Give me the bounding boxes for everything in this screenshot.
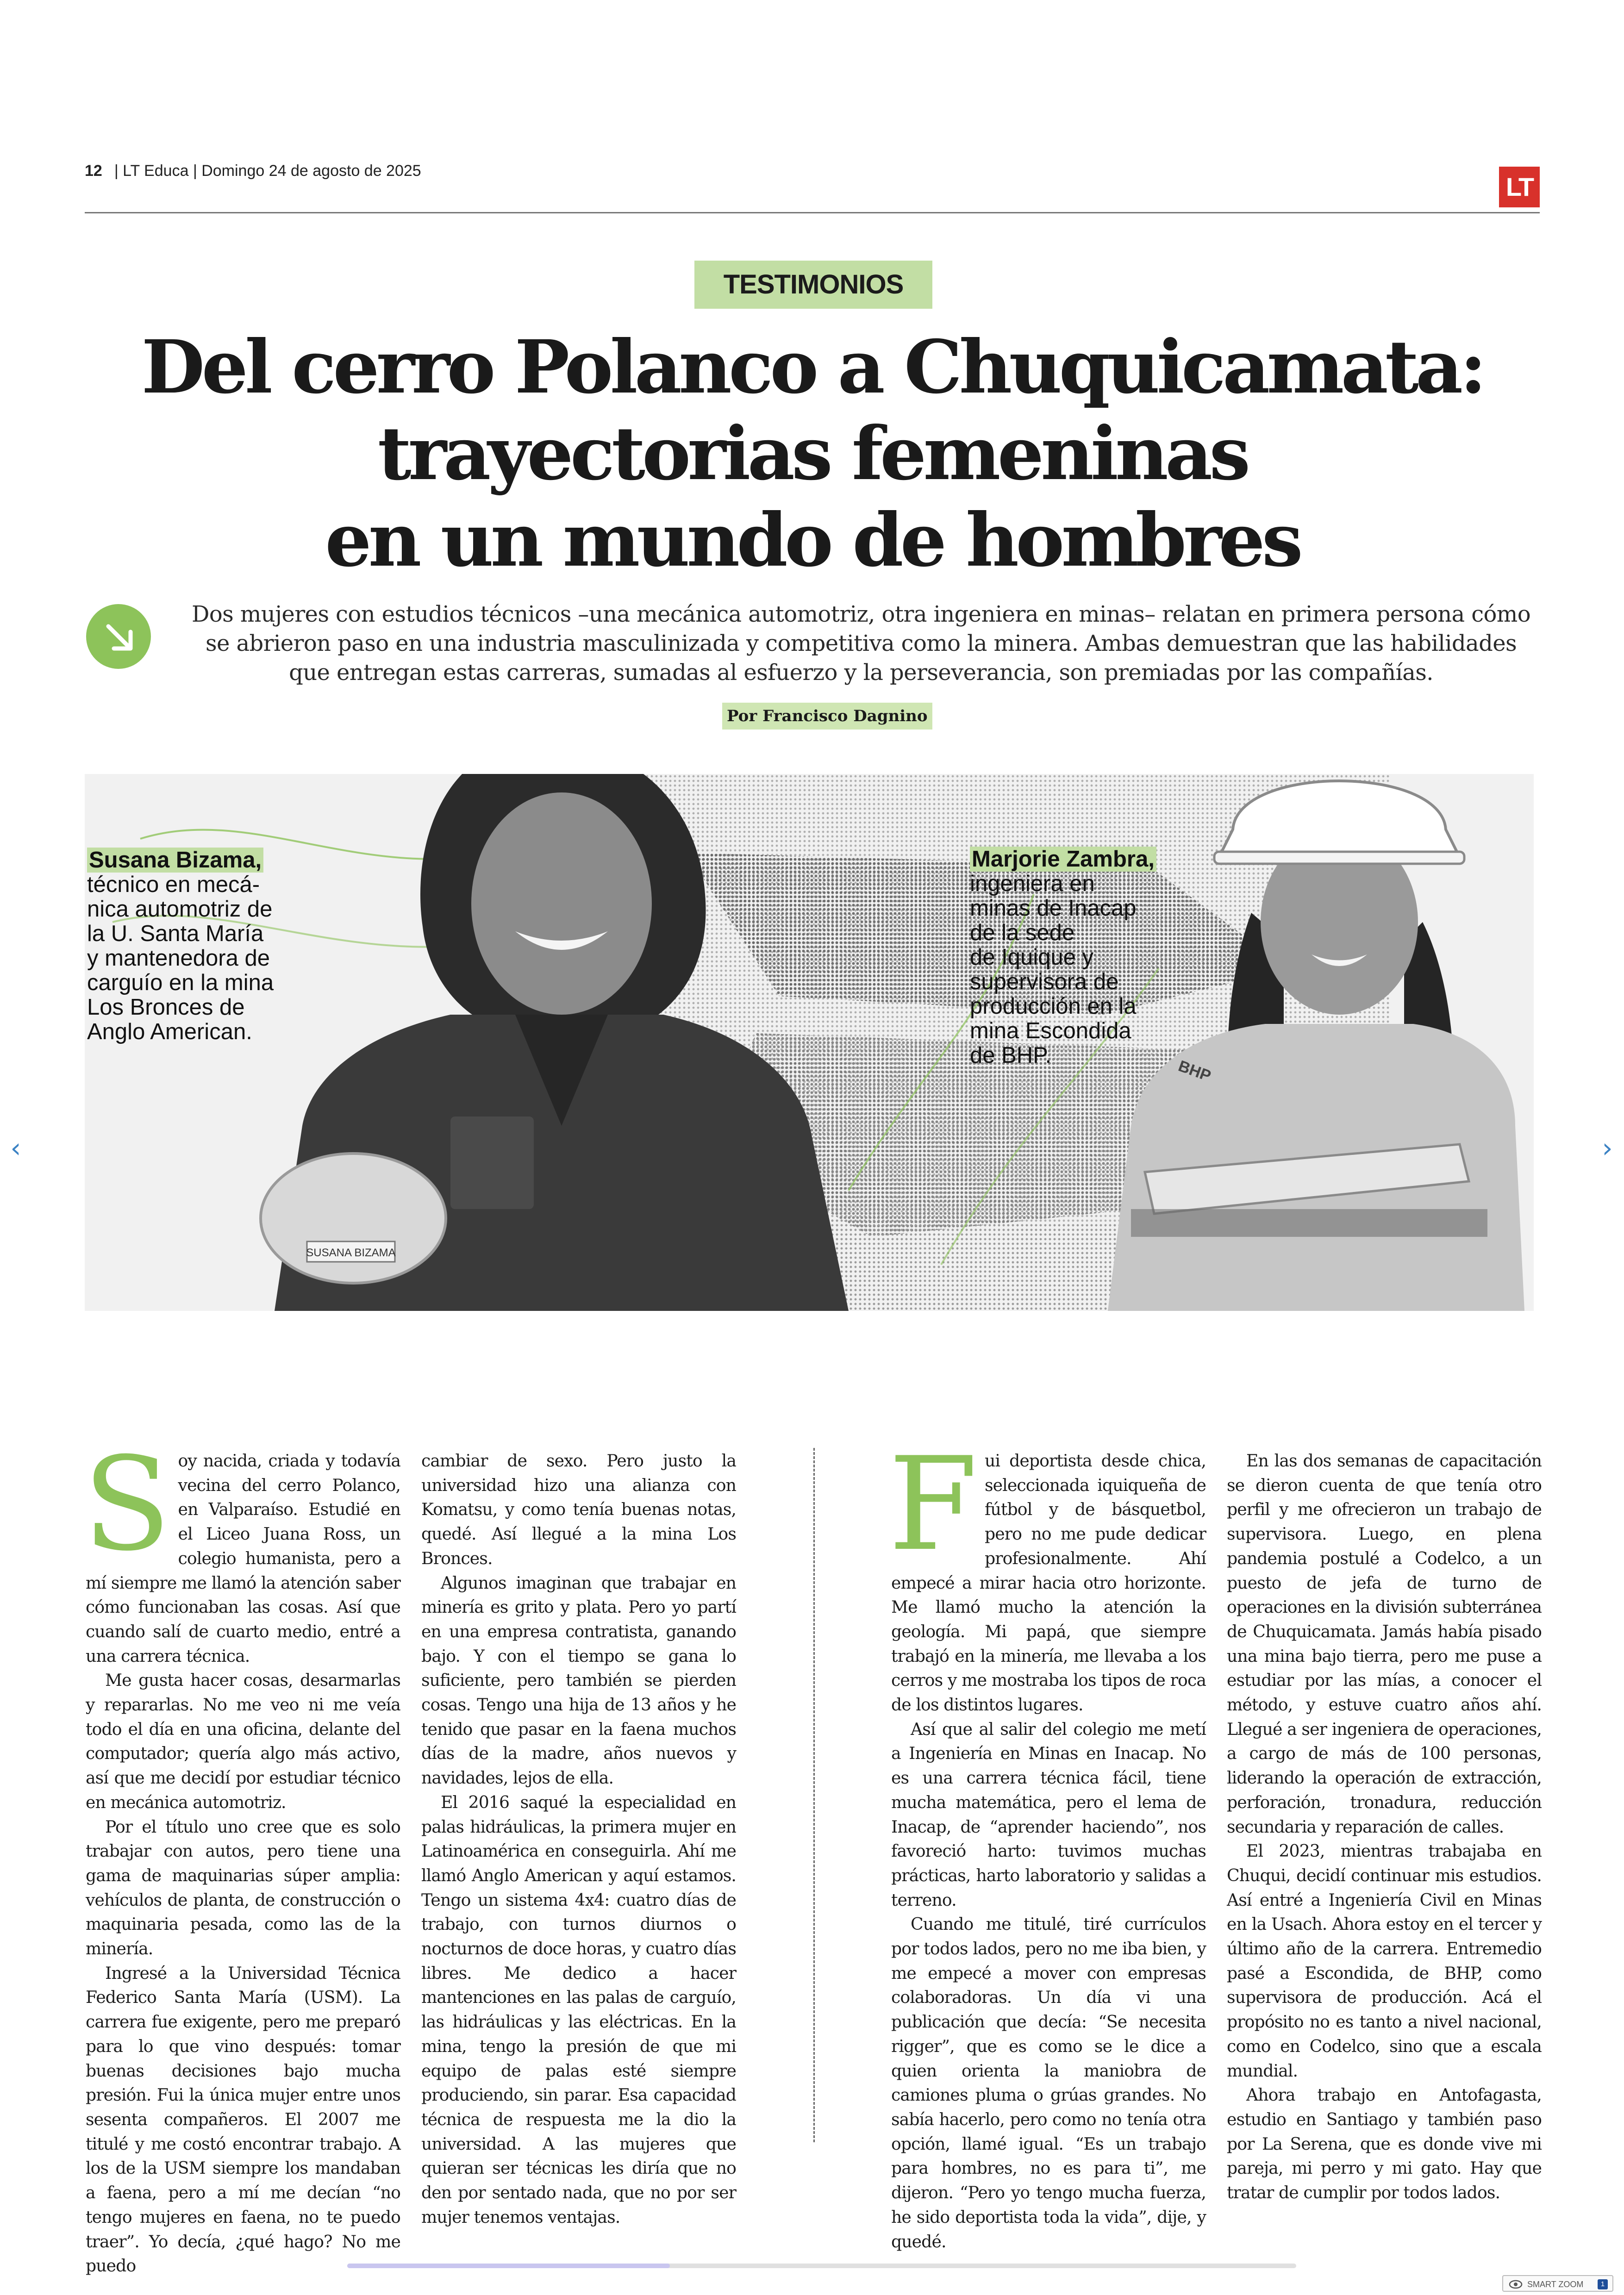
prev-page-arrow-icon[interactable]: ‹	[10, 1132, 21, 1164]
paragraph: El 2016 saqué la especialidad en palas hidráulicas, la primera mujer en Latinoamérica en conseguirla. Ahí me llamó Anglo American y aquí estamos. Tengo un sistema 4x4: cuatro días de trabajo, con turnos diurnos o nocturnos de doce horas, y cuatro días libres. Me dedico a hacer mantenciones en las palas de carguío, las hidráulicas y las eléctricas. En la mina, tengo la presión de que mi equipo de palas esté siempre produciendo, sin parar. Esa capacidad técnica de respuesta me la dio la universidad. A las mujeres que quieran ser técnicas les diría que no den por sentado nada, que no por ser mujer tenemos ventajas.	[421, 1792, 736, 2227]
page-number: 12	[85, 162, 102, 180]
caption-line: de BHP.	[970, 1043, 1052, 1068]
column-1	[83, 1429, 400, 2278]
paragraph: Algunos imaginan que trabajar en minería es grito y plata. Pero yo partí en una empresa contratista, ganando bajo. Y con el tiempo se gana lo suficiente, pero también se pierden cosas. Tengo una hija de 13 años y he tenido que pasar en la faena muchos días de la madre, años nuevos y navidades, lejos de ella.	[421, 1572, 736, 1788]
lead-line: se abrieron paso en una industria masculinizada y competitiva como la minera. Ambas demuestran que las habilidades	[205, 630, 1517, 656]
headline	[116, 324, 1509, 584]
lead-line: que entregan estas carreras, sumadas al esfuerzo y la perseverancia, son premiadas por las compañías.	[289, 660, 1433, 686]
caption-line: supervisora de	[970, 969, 1119, 994]
headline-line: trayectorias femeninas	[377, 411, 1248, 497]
caption-line: nica automotriz de	[87, 897, 273, 922]
helmet-name-label: SUSANA BIZAMA	[306, 1247, 396, 1259]
caption-line: minas de Inacap	[970, 896, 1137, 921]
caption-line: Los Bronces de	[87, 995, 245, 1020]
paragraph: cambiar de sexo. Pero justo la universidad hizo una alianza con Komatsu, y como tenía buenas notas, quedé. Así llegué a la mina Los Bronces.	[421, 1451, 736, 1568]
section-date: | LT Educa | Domingo 24 de agosto de 2025	[114, 162, 421, 180]
section-kicker: TESTIMONIOS	[694, 261, 932, 309]
photo-montage	[85, 774, 1534, 1311]
caption-name: Marjorie Zambra,	[970, 847, 1156, 872]
dropcap-s: S	[83, 1429, 171, 1579]
zoom-level-badge: 1	[1598, 2279, 1608, 2289]
paragraph: En las dos semanas de capacitación se dieron cuenta de que tenía otro perfil y me ofrecieron un trabajo de supervisora. Luego, en plena pandemia postulé a Codelco, a un puesto de jefa de turno de operaciones en la división subterránea de Chuquicamata. Jamás había pisado una mina bajo tierra, pero me puse a estudiar por las mías, a conocer el método, y estuve cuatro años ahí. Llegué a ser ingeniera de operaciones, a cargo de más de 100 personas, liderando la operación de extracción, perforación, tronadura, reducción secundaria y reparación de calles.	[1227, 1451, 1542, 1837]
caption-line: técnico en mecá-	[87, 872, 260, 897]
header-rule	[85, 212, 1540, 213]
caption-line: ingeniera en	[970, 871, 1095, 896]
caption-line: la U. Santa María	[87, 921, 264, 946]
paragraph: Así que al salir del colegio me metí a Ingeniería en Minas en Inacap. No es una carrera técnica fácil, tiene mucha matemática, pero el lema de Inacap, de “aprender haciendo”, nos favoreció harto: tuvimos muchas prácticas, harto laboratorio y salidas a terreno.	[891, 1719, 1206, 1910]
column-3	[888, 1429, 1206, 2254]
paragraph: Soy nacida, criada y todavía vecina del cerro Polanco, en Valparaíso. Estudié en el Liceo Juana Ross, un colegio humanista, pero a mí siempre me llamó la atención saber cómo funcionaban las cosas. Así que cuando salí de cuarto medio, entré a una carrera técnica.	[83, 1429, 400, 1666]
article-lead	[181, 600, 1542, 687]
caption-line: producción en la	[970, 994, 1137, 1019]
column-divider	[813, 1448, 815, 2142]
caption-name: Susana Bizama,	[87, 848, 263, 873]
caption-susana	[87, 848, 328, 1044]
caption-line: Anglo American.	[87, 1019, 252, 1044]
smart-zoom-button[interactable]	[1502, 2275, 1613, 2292]
arrow-down-right-icon	[86, 604, 151, 669]
paragraph: El 2023, mientras trabajaba en Chuqui, decidí continuar mis estudios. Así entré a Ingeniería Civil en Minas en la Usach. Ahora estoy en el tercer y último año de la carrera. Entremedio pasé a Escondida, de BHP, como supervisora de producción. Acá el propósito no es tanto a nivel nacional, como en Codelco, sino que a escala mundial.	[1227, 1841, 1542, 2081]
page-progress-fill	[347, 2264, 670, 2268]
lt-logo: LT	[1499, 167, 1540, 207]
paragraph: Ingresé a la Universidad Técnica Federico Santa María (USM). La carrera fue exigente, pero me preparó para lo que vino después: tomar buenas decisiones bajo mucha presión. Fui la única mujer entre unos sesenta compañeros. El 2007 me titulé y me costó encontrar trabajo. A los de la USM siempre los mandaban a faena, pero a mí me decían “no tengo mujeres en faena, no te puedo traer”. Yo decía, ¿qué hago? No me puedo	[86, 1963, 400, 2276]
caption-line: de Iquique y	[970, 945, 1093, 970]
caption-line: y mantenedora de	[87, 946, 270, 971]
paragraph: Me gusta hacer cosas, desarmarlas y repararlas. No me veo ni me veía todo el día en una oficina, delante del computador; quería algo más activo, así que me decidí por estudiar técnico en mecánica automotriz.	[86, 1670, 400, 1812]
jacket-logo: BHP	[1176, 1057, 1213, 1085]
paragraph: Cuando me titulé, tiré currículos por todos lados, pero no me iba bien, y me empecé a mover con empresas colaboradoras. Un día vi una publicación que decía: “Se necesita rigger”, que es como se le dice a quien orienta la maniobra de camiones pluma o grúas grandes. No sabía hacerlo, pero como no tenía otra opción, llamé igual. “Es un trabajo para hombres, no es para ti”, me dijeron. “Pero yo tengo mucha fuerza, he sido deportista toda la vida”, dije, y quedé.	[891, 1914, 1206, 2251]
caption-line: mina Escondida	[970, 1018, 1131, 1043]
column-4	[1227, 1449, 1542, 2205]
headline-line: en un mundo de hombres	[325, 498, 1300, 583]
caption-marjorie	[970, 847, 1183, 1068]
paragraph: Fui deportista desde chica, seleccionada iquiqueña de fútbol y de básquetbol, pero no me pude dedicar profesionalmente. Ahí empecé a mirar hacia otro horizonte. Me llamó mucho la atención la geología. Mi papá, que siempre trabajó en la minería, me llevaba a los cerros y me mostraba los tipos de roca de los distintos lugares.	[888, 1429, 1206, 1715]
dropcap-f: F	[888, 1429, 977, 1579]
eye-icon	[1509, 2278, 1523, 2290]
caption-line: carguío en la mina	[87, 970, 274, 995]
lead-line: Dos mujeres con estudios técnicos –una mecánica automotriz, otra ingeniera en minas– relatan en primera persona cómo	[192, 601, 1530, 627]
byline: Por Francisco Dagnino	[722, 703, 932, 730]
page-folio	[85, 162, 421, 180]
column-2	[421, 1449, 736, 2230]
next-page-arrow-icon[interactable]: ›	[1602, 1132, 1613, 1164]
caption-line: de la sede	[970, 920, 1075, 945]
page-progress-bar[interactable]	[347, 2264, 1296, 2268]
headline-line: Del cerro Polanco a Chuquicamata:	[141, 324, 1484, 410]
smart-zoom-label: SMART ZOOM	[1527, 2280, 1584, 2289]
paragraph: Ahora trabajo en Antofagasta, estudio en Santiago y también paso por La Serena, que es donde vive mi pareja, mi perro y mi gato. Hay que tratar de cumplir por todos lados.	[1227, 2085, 1542, 2203]
paragraph: Por el título uno cree que es solo trabajar con autos, pero tiene una gama de maquinarias súper amplia: vehículos de planta, de construcción o maquinaria pesada, como las de la minería.	[86, 1816, 400, 1959]
